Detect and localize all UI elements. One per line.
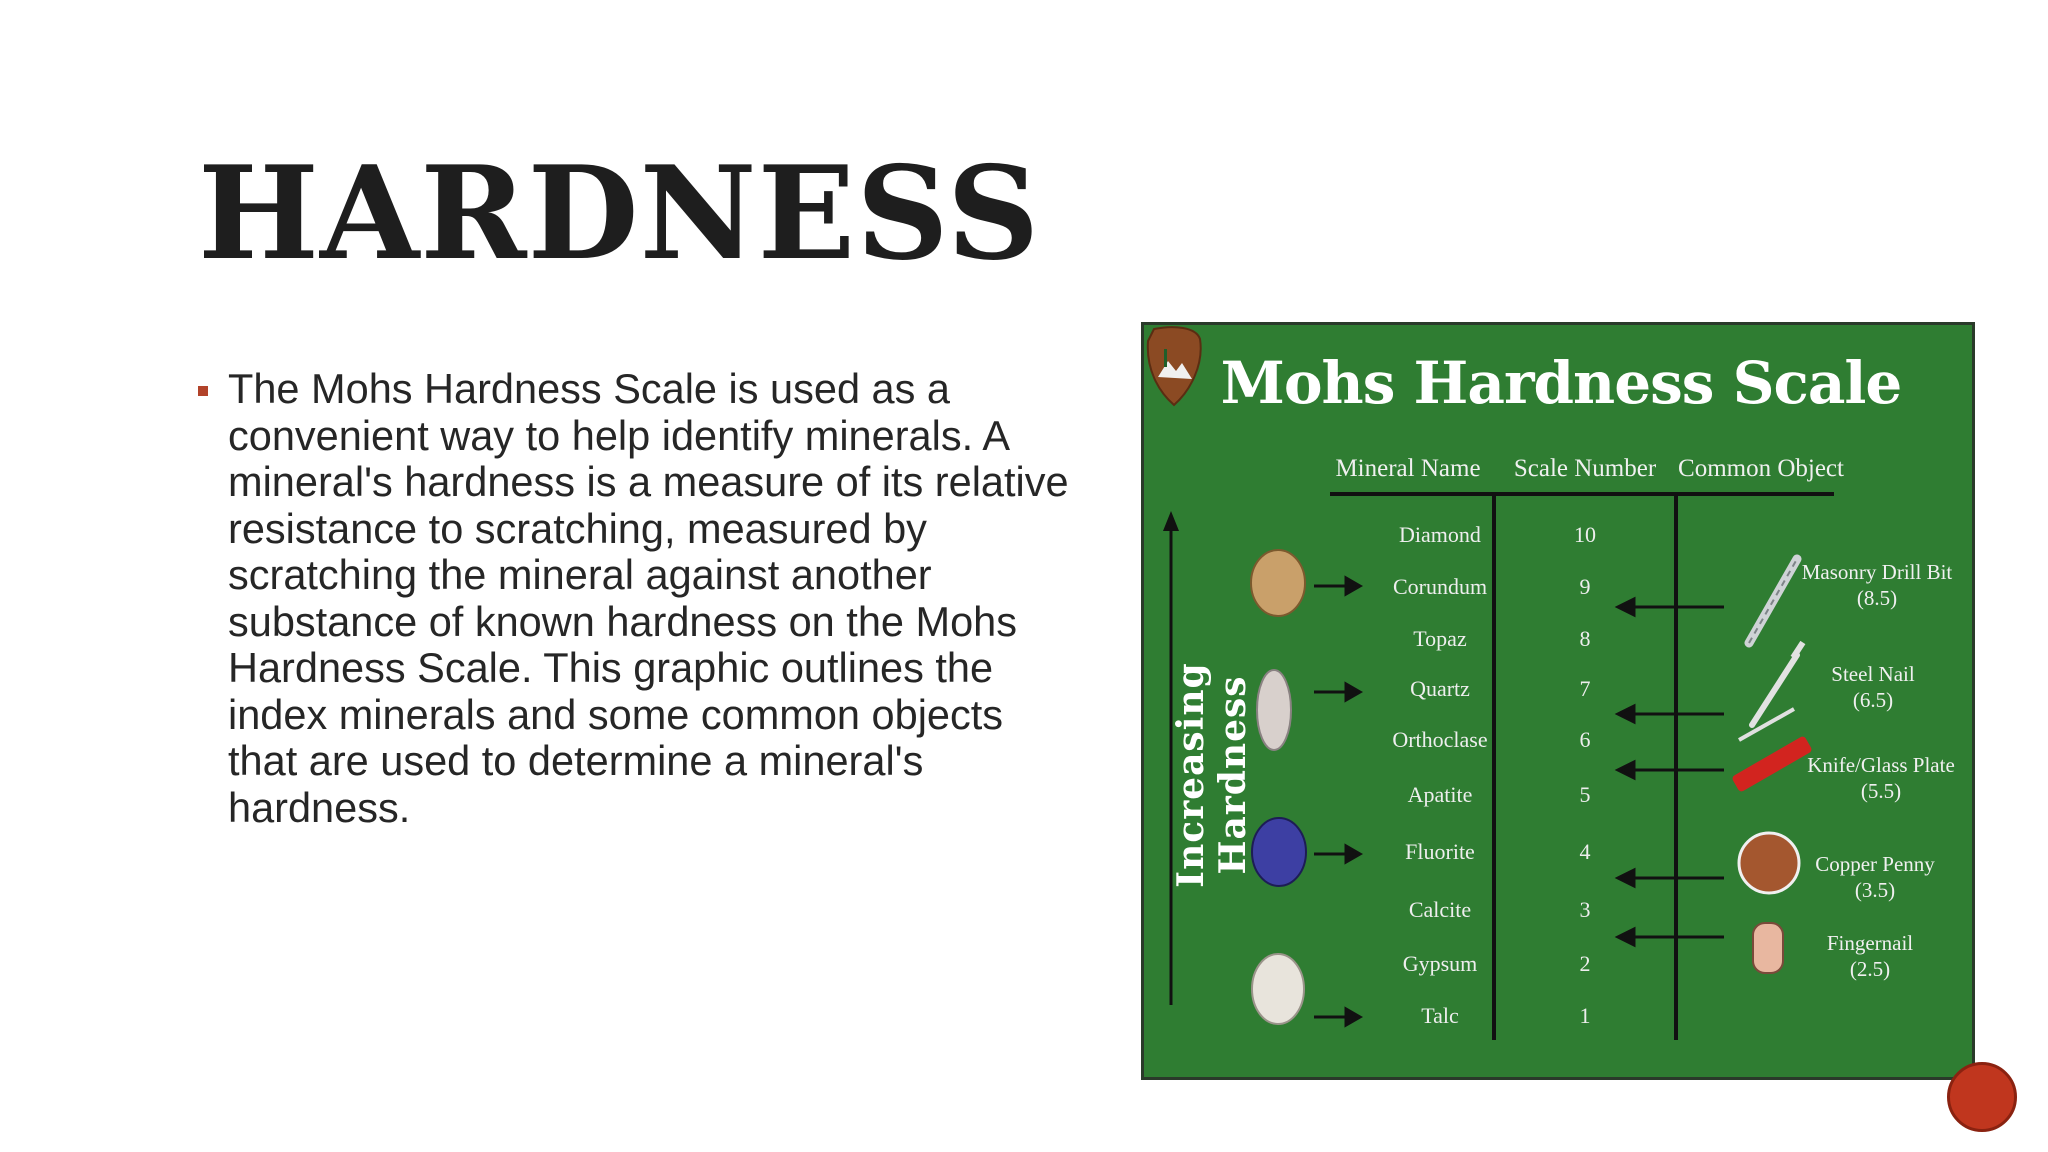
object-value: (5.5): [1860, 779, 1902, 803]
corundum-rock-icon: [1251, 550, 1305, 616]
scale-number: 3: [1579, 897, 1591, 922]
slide-corner-ornament: [1947, 1062, 2017, 1132]
scale-number: 10: [1574, 522, 1596, 547]
mineral-name: Diamond: [1399, 522, 1481, 547]
object-label: [1792, 559, 1962, 611]
fingernail-icon: [1753, 923, 1783, 973]
mineral-name: Calcite: [1408, 897, 1472, 922]
bullet-marker: [198, 386, 208, 396]
quartz-crystal-icon: [1257, 670, 1291, 750]
scale-number: 4: [1579, 839, 1591, 864]
object-value: (3.5): [1854, 878, 1896, 902]
object-label: [1785, 930, 1955, 982]
fluorite-rock-icon: [1252, 818, 1306, 886]
object-label: [1790, 851, 1960, 903]
scale-number: 2: [1579, 951, 1591, 976]
increasing-arrow-head: [1163, 511, 1179, 531]
object-value: (6.5): [1852, 688, 1894, 712]
object-name: Steel Nail: [1831, 662, 1915, 686]
slide-title: HARDNESS: [198, 139, 1041, 289]
object-value: (8.5): [1856, 586, 1898, 610]
mineral-name: Topaz: [1413, 626, 1467, 651]
bullet-list: [198, 366, 1078, 831]
object-label: [1796, 752, 1966, 804]
scale-number: 8: [1579, 626, 1591, 651]
header-common-object: Common Object: [1678, 455, 1844, 482]
graphic-title: Mohs Hardness Scale: [1220, 349, 1902, 417]
object-name: Fingernail: [1826, 931, 1914, 955]
object-name: Copper Penny: [1815, 852, 1935, 876]
object-name: Masonry Drill Bit: [1801, 560, 1953, 584]
object-value: (2.5): [1849, 957, 1891, 981]
mineral-name: Orthoclase: [1392, 727, 1488, 752]
scale-number: 5: [1579, 782, 1591, 807]
knife-blade: [1739, 709, 1794, 740]
mineral-name: Corundum: [1392, 574, 1488, 599]
mineral-name: Apatite: [1407, 782, 1473, 807]
scale-number: 1: [1579, 1003, 1591, 1028]
mineral-name: Gypsum: [1402, 951, 1478, 976]
header-scale-number: Scale Number: [1513, 455, 1657, 482]
scale-number: 6: [1579, 727, 1591, 752]
mineral-name: Quartz: [1410, 676, 1470, 701]
nps-arrowhead-logo-icon: [1144, 325, 1204, 407]
mineral-name: Fluorite: [1405, 839, 1475, 864]
scale-number: 7: [1579, 676, 1591, 701]
header-mineral-name: Mineral Name: [1335, 455, 1481, 482]
object-name: Knife/Glass Plate: [1807, 753, 1955, 777]
object-label: [1788, 661, 1958, 713]
increasing-hardness-label: Increasing Hardness: [1170, 662, 1254, 888]
mineral-name: Talc: [1421, 1003, 1459, 1028]
mohs-scale-graphic: [1141, 322, 1975, 1080]
scale-number: 9: [1579, 574, 1591, 599]
drill-bit-groove: [1749, 559, 1797, 643]
bullet-text: The Mohs Hardness Scale is used as a convenient way to help identify minerals. A mineral's hardness is a measure of its relative resistance to scratching, measured by scratching the mineral against another substance of known hardness on the Mohs Hardness Scale. This graphic outlines the index minerals and some common objects that are used to determine a mineral's hardness.: [228, 365, 1069, 831]
talc-rock-icon: [1252, 954, 1304, 1024]
